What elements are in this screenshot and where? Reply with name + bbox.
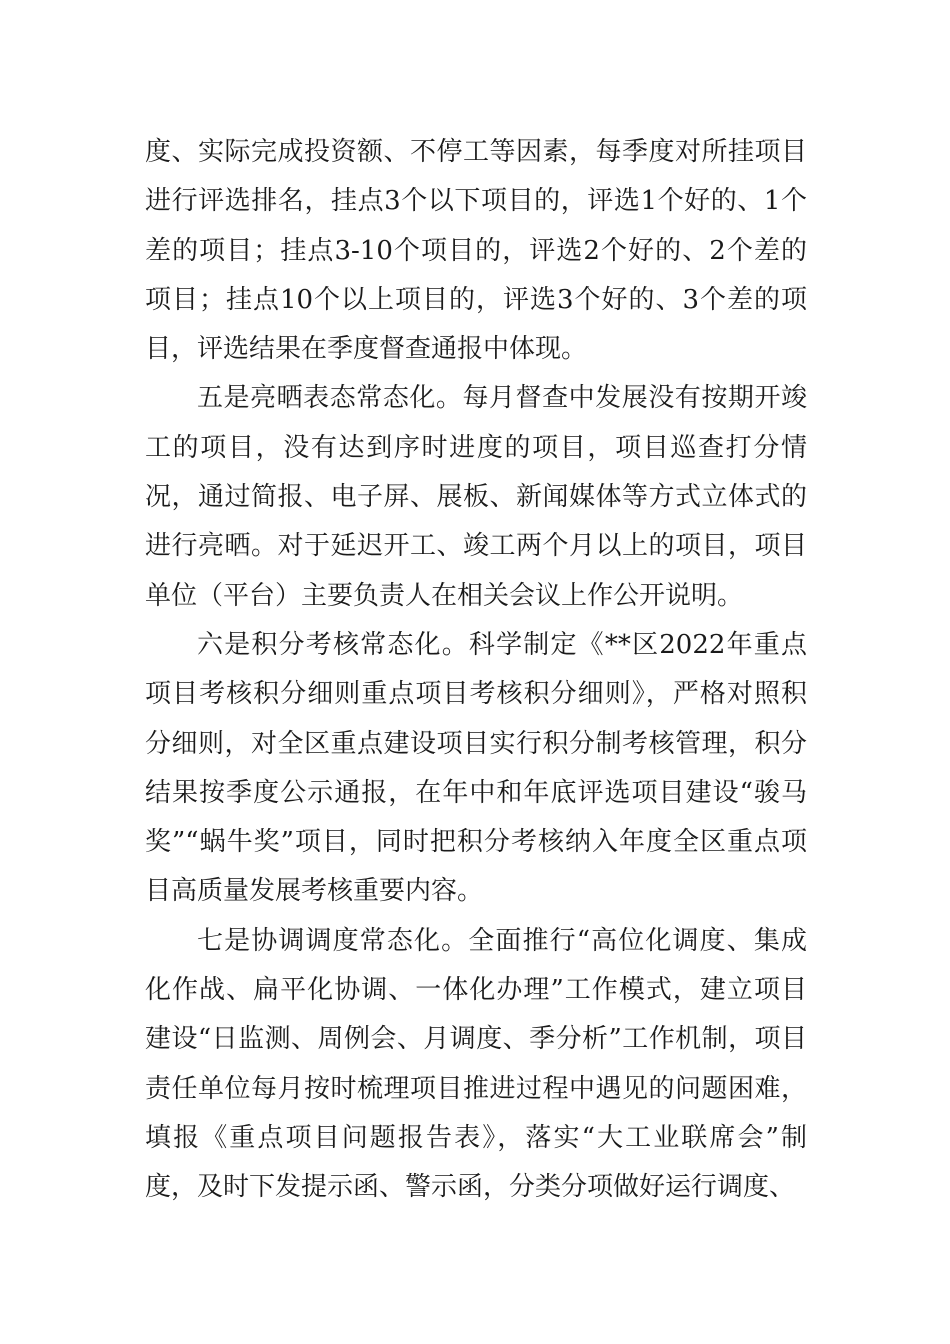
paragraph-seven: 七是协调调度常态化。全面推行“高位化调度、集成化作战、扁平化协调、一体化办理”工作模式，建立项目建设“日监测、周例会、月调度、季分析”工作机制，项目责任单位每月按时梳理项目推进过程中遇见的问题困难，填报《重点项目问题报告表》，落实“大工业联席会”制度，及时下发提示函、警示函，分类分项做好运行调度、 [145, 925, 807, 1203]
paragraph-five: 五是亮晒表态常态化。每月督查中发展没有按期开竣工的项目，没有达到序时进度的项目，项目巡查打分情况，通过简报、电子屏、展板、新闻媒体等方式立体式的进行亮晒。对于延迟开工、竣工两个月以上的项目，项目单位（平台）主要负责人在相关会议上作公开说明。 [145, 383, 807, 611]
paragraph-continued: 度、实际完成投资额、不停工等因素，每季度对所挂项目进行评选排名，挂点3个以下项目的，评选1个好的、1个差的项目；挂点3-10个项目的，评选2个好的、2个差的项目；挂点10个以上项目的，评选3个好的、3个差的项目，评选结果在季度督查通报中体现。 [145, 137, 807, 365]
document-body [145, 128, 807, 1213]
paragraph-six: 六是积分考核常态化。科学制定《**区2022年重点项目考核积分细则重点项目考核积分细则》，严格对照积分细则，对全区重点建设项目实行积分制考核管理，积分结果按季度公示通报，在年中和年底评选项目建设“骏马奖”“蜗牛奖”项目，同时把积分考核纳入年度全区重点项目高质量发展考核重要内容。 [145, 629, 807, 907]
